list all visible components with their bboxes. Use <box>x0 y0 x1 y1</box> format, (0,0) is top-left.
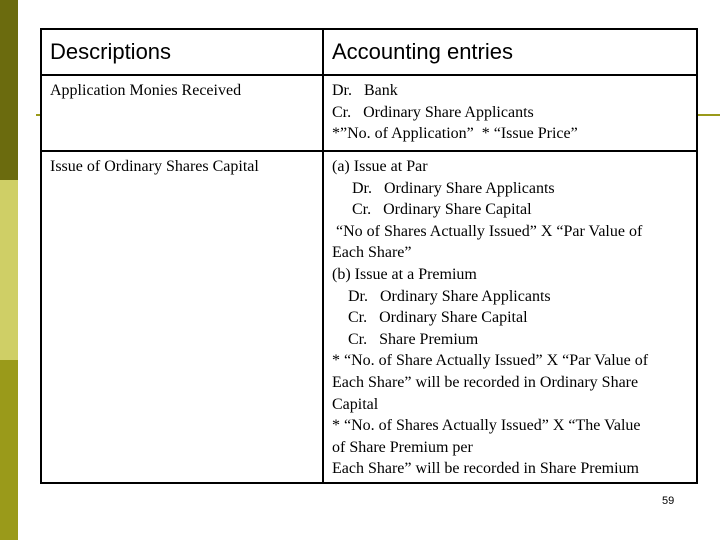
entry-line: Dr. Ordinary Share Applicants <box>332 179 555 197</box>
row-description: Application Monies Received <box>41 75 323 151</box>
entry-line: * “No. of Share Actually Issued” X “Par Value of <box>332 352 649 370</box>
row-entries <box>323 75 697 151</box>
entry-line: * “No. of Shares Actually Issued” X “The Value <box>332 417 641 435</box>
entry-line: Dr. Ordinary Share Applicants <box>332 287 551 305</box>
entry-line: Dr. Bank <box>332 82 398 99</box>
page-number: 59 <box>662 495 675 507</box>
entry-line: Capital <box>332 395 379 413</box>
entry-line: “No of Shares Actually Issued” X “Par Value of <box>332 222 643 240</box>
entry-line: Cr. Ordinary Share Capital <box>332 309 528 327</box>
table-row <box>41 75 697 151</box>
entry-line: Cr. Ordinary Share Applicants <box>332 103 534 121</box>
table-row <box>41 151 697 483</box>
entry-line: Each Share” <box>332 244 412 262</box>
entry-line: Each Share” will be recorded in Ordinary Share <box>332 373 639 391</box>
side-bar-light <box>0 180 18 360</box>
header-descriptions: Descriptions <box>41 29 323 75</box>
table-header-row <box>41 29 697 75</box>
accounting-entries-table <box>40 28 698 484</box>
entry-line: of Share Premium per <box>332 438 473 456</box>
entry-line: *”No. of Application” * “Issue Price” <box>332 125 578 143</box>
entry-line: Cr. Share Premium <box>332 330 479 348</box>
header-accounting-entries: Accounting entries <box>323 29 697 75</box>
entry-line: Each Share” will be recorded in Share Premium <box>332 460 639 478</box>
entry-line: (b) Issue at a Premium <box>332 265 477 283</box>
row-description: Issue of Ordinary Shares Capital <box>41 151 323 483</box>
row-entries <box>323 151 697 483</box>
side-bar-olive <box>0 360 18 540</box>
entry-line: Cr. Ordinary Share Capital <box>332 201 532 219</box>
entry-line: (a) Issue at Par <box>332 158 428 175</box>
side-bar-dark <box>0 0 18 180</box>
